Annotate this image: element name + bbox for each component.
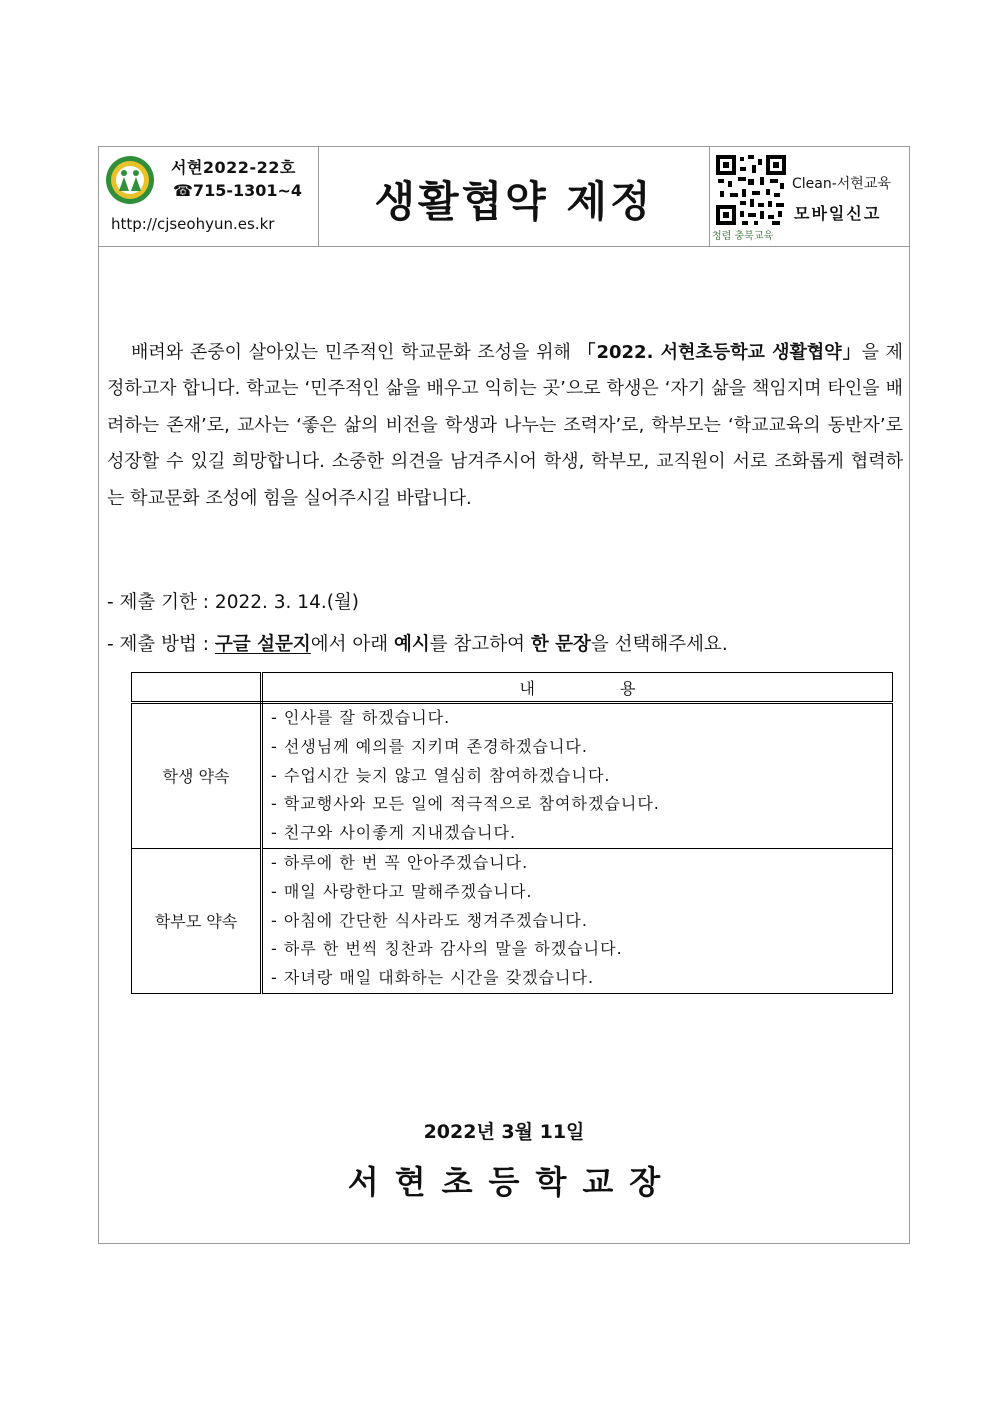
list-item: - 하루 한 번씩 칭찬과 감사의 말을 하겠습니다.: [271, 939, 623, 959]
student-promise-label: 학생 약속: [132, 703, 262, 849]
phone-number: ☎715-1301~4: [173, 181, 303, 200]
document-frame: [98, 146, 910, 1244]
table-row: [132, 848, 893, 993]
agreement-name: 「2022. 서현초등학교 생활협약」: [577, 342, 862, 363]
table-header-blank: [132, 673, 262, 703]
deadline-value: 2022. 3. 14.(월): [214, 592, 360, 613]
agreement-table: [131, 672, 893, 994]
list-item: - 친구와 사이좋게 지내겠습니다.: [271, 823, 517, 843]
list-item: - 매일 사랑한다고 말해주겠습니다.: [271, 881, 533, 901]
method-text-1: 에서 아래: [310, 634, 394, 655]
document-title: 생활협약 제정: [374, 177, 654, 226]
deadline-line: [107, 588, 359, 614]
google-survey-link[interactable]: 구글 설문지: [214, 634, 311, 655]
table-header-text: 내 용: [519, 678, 676, 698]
letterhead: [99, 147, 909, 247]
school-emblem-icon: [105, 155, 155, 205]
signer-title: 서현초등학교장: [347, 1163, 677, 1201]
mobile-report-label: 모바일신고: [794, 204, 882, 223]
qr-caption: 청렴 충북교육: [712, 231, 774, 242]
list-item: - 하루에 한 번 꼭 안아주겠습니다.: [271, 852, 529, 872]
method-text-2: 를 참고하여: [429, 634, 531, 655]
list-item: - 자녀랑 매일 대화하는 시간을 갖겠습니다.: [271, 968, 595, 988]
method-text-3: 을 선택해주세요.: [590, 634, 728, 655]
intro-text-a: 배려와 존중이 살아있는 민주적인 학교문화 조성을 위해: [131, 342, 578, 363]
list-item: - 아침에 간단한 식사라도 챙겨주겠습니다.: [271, 910, 588, 930]
table-header-cell: [262, 673, 893, 703]
intro-paragraph: [107, 335, 903, 517]
list-item: - 학교행사와 모든 일에 적극적으로 참여하겠습니다.: [271, 794, 660, 814]
document-number: 서현2022-22호: [171, 158, 296, 177]
intro-text-b: 을 제정하고자 합니다. 학교는 ‘민주적인 삶을 배우고 익히는 곳’으로 학생은 ‘자기 삶을 책임지며 타인을 배려하는 존재’로, 교사는 ‘좋은 삶의 비전을 학생과 나누는 조력자’로, 학부모는 ‘학교교육의 동반자’로 성장할 수 있길 희망합니다. 소중한 의견을 남겨주시어 학생, 학부모, 교직원이 서로 조화롭게 협력하는 학교문화 조성에 힘을 실어주시길 바랍니다.: [107, 342, 903, 509]
issue-date: 2022년 3월 11일: [423, 1121, 585, 1143]
list-item: - 인사를 잘 하겠습니다.: [271, 708, 451, 727]
method-label: - 제출 방법 :: [107, 634, 215, 655]
school-url[interactable]: http://cjseohyun.es.kr: [111, 215, 275, 233]
student-promise-items: [262, 703, 893, 849]
list-item: - 선생님께 예의를 지키며 존경하겠습니다.: [271, 736, 588, 756]
list-item: - 수업시간 늦지 않고 열심히 참여하겠습니다.: [271, 765, 611, 785]
table-row: [132, 703, 893, 849]
clean-education-label: Clean-서현교육: [792, 176, 891, 192]
table-header-row: [132, 673, 893, 703]
report-block: [709, 147, 909, 246]
parent-promise-label: 학부모 약속: [132, 848, 262, 993]
parent-promise-items: [262, 848, 893, 993]
method-line: [107, 630, 728, 656]
example-word: 예시: [393, 634, 430, 655]
school-info-block: [99, 147, 319, 246]
one-sentence-word: 한 문장: [530, 634, 591, 655]
qr-code-icon[interactable]: [716, 155, 786, 225]
deadline-label: - 제출 기한 :: [107, 592, 215, 613]
